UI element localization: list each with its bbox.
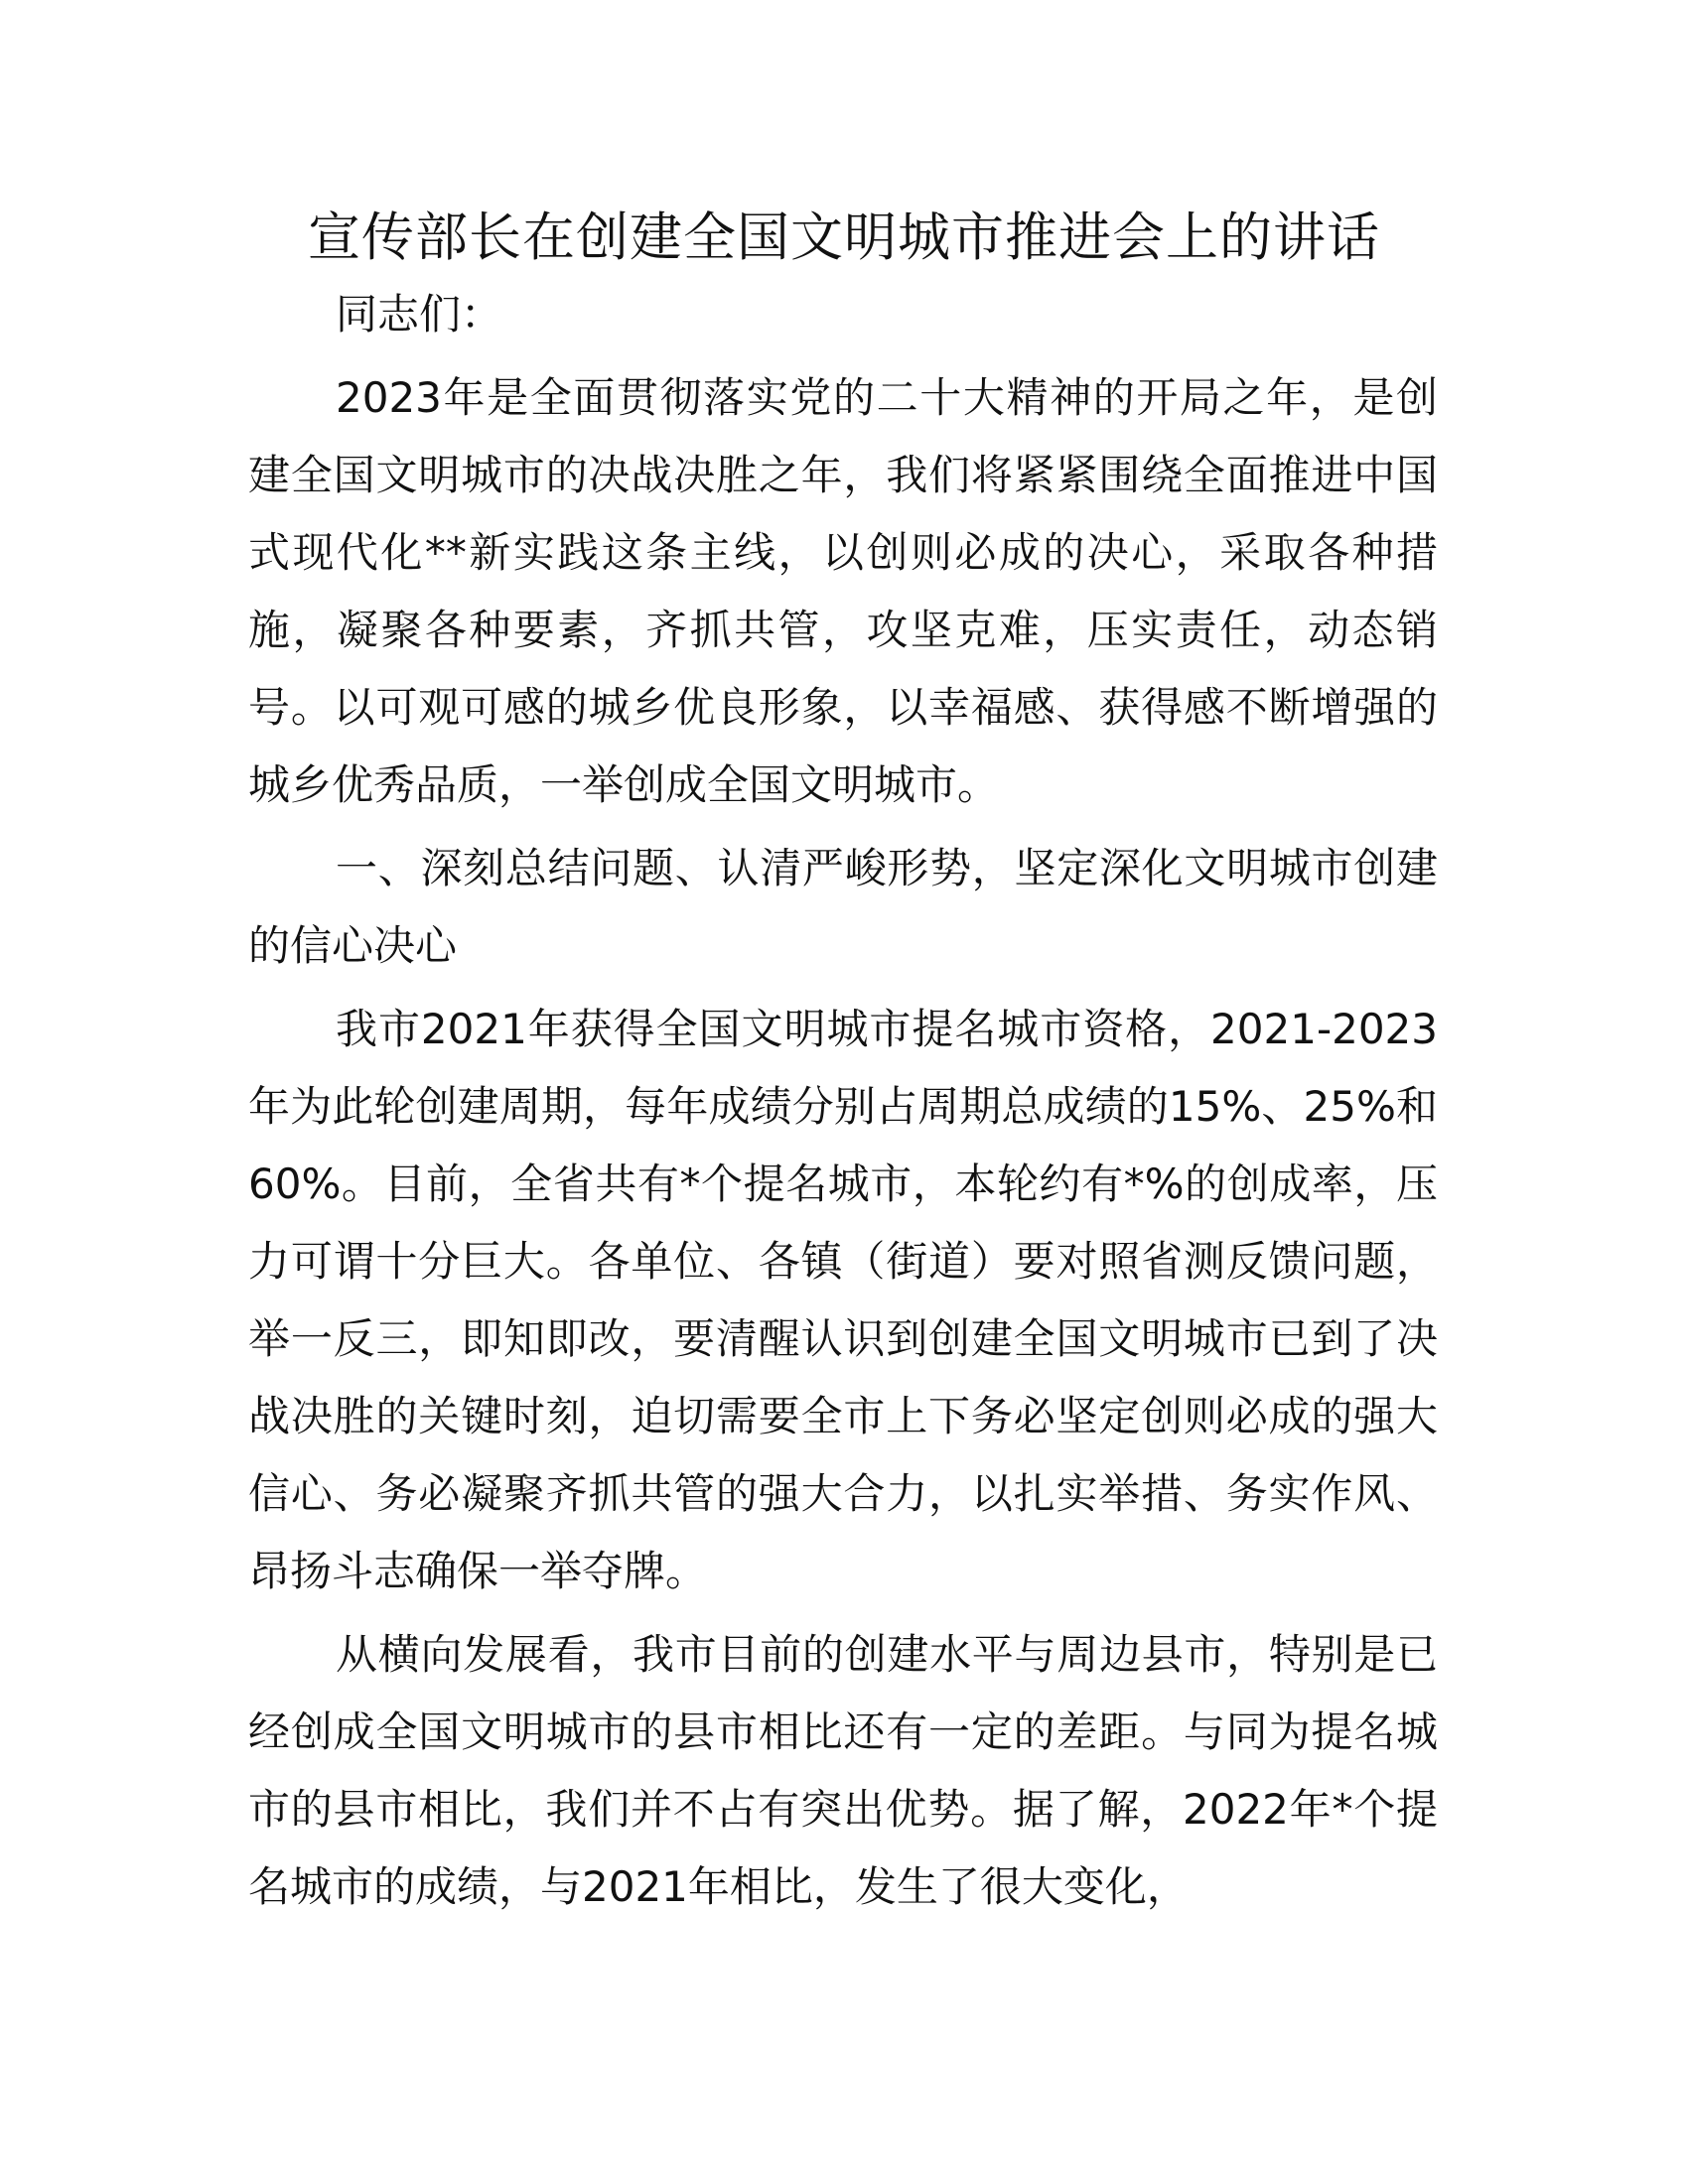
document-body [248, 276, 1438, 1926]
page-title: 宣传部长在创建全国文明城市推进会上的讲话 [308, 207, 1380, 268]
body-paragraph-3: 从横向发展看，我市目前的创建水平与周边县市，特别是已经创成全国文明城市的县市相比还有一定的差距。与同为提名城市的县市相比，我们并不占有突出优势。据了解，2022年*个提名城市的成绩，与2021年相比，发生了很大变化， [248, 1630, 1438, 1911]
greeting-paragraph: 同志们： [336, 290, 503, 339]
body-paragraph-2: 我市2021年获得全国文明城市提名城市资格，2021-2023年为此轮创建周期，每年成绩分别占周期总成绩的15%、25%和60%。目前，全省共有*个提名城市，本轮约有*%的创成率，压力可谓十分巨大。各单位、各镇（街道）要对照省测反馈问题，举一反三，即知即改，要清醒认识到创建全国文明城市已到了决战决胜的关键时刻，迫切需要全市上下务必坚定创则必成的强大信心、务必凝聚齐抓共管的强大合力，以扎实举措、务实作风、昂扬斗志确保一举夺牌。 [248, 1005, 1438, 1595]
body-paragraph-1: 2023年是全面贯彻落实党的二十大精神的开局之年，是创建全国文明城市的决战决胜之年，我们将紧紧围绕全面推进中国式现代化**新实践这条主线，以创则必成的决心，采取各种措施，凝聚各种要素，齐抓共管，攻坚克难，压实责任，动态销号。以可观可感的城乡优良形象，以幸福感、获得感不断增强的城乡优秀品质，一举创成全国文明城市。 [248, 373, 1438, 809]
section-heading-1: 一、深刻总结问题、认清严峻形势，坚定深化文明城市创建的信心决心 [248, 844, 1438, 970]
